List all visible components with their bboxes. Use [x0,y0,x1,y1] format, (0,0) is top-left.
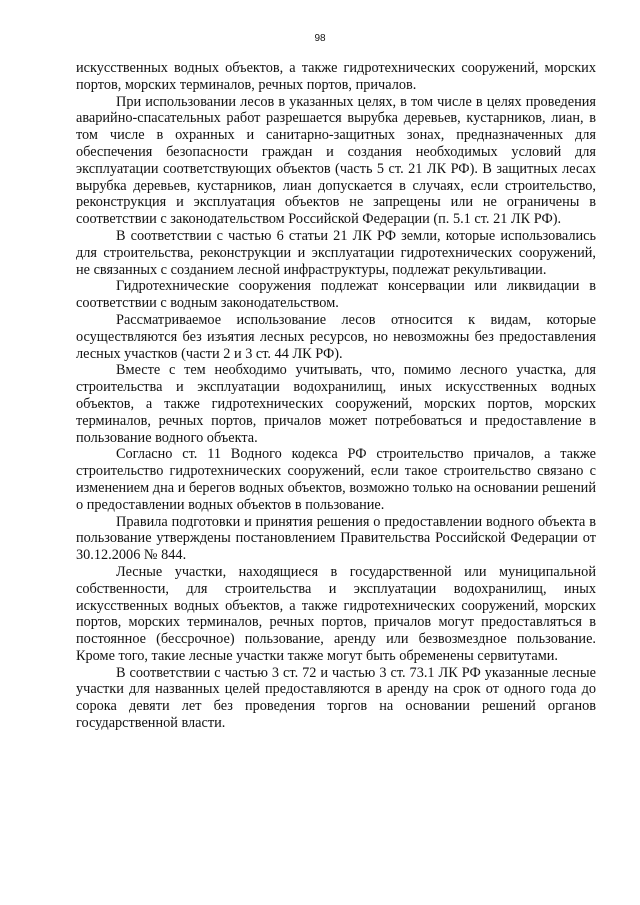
document-body [76,60,596,732]
page-number: 98 [314,33,326,44]
paragraph: В соответствии с частью 6 статьи 21 ЛК РФ земли, которые использовались для строительства, реконструкции и эксплуатации гидротехнических сооружений, не связанных с созданием лесной инфраструктуры, подлежат рекультивации. [76,227,596,278]
paragraph: Правила подготовки и принятия решения о предоставлении водного объекта в пользование утверждены постановлением Правительства Российской Федерации от 30.12.2006 № 844. [76,513,596,564]
paragraph: Гидротехнические сооружения подлежат консервации или ликвидации в соответствии с водным законодательством. [76,278,596,312]
paragraph: Согласно ст. 11 Водного кодекса РФ строительство причалов, а также строительство гидротехнических сооружений, если такое строительство связано с изменением дна и берегов водных объектов, возможно только на основании решений о предоставлении водных объектов в пользование. [76,446,596,513]
paragraph: В соответствии с частью 3 ст. 72 и частью 3 ст. 73.1 ЛК РФ указанные лесные участки для названных целей предоставляются в аренду на срок от одного года до сорока девяти лет без проведения торгов на основании решений органов государственной власти. [76,664,596,732]
paragraph: Рассматриваемое использование лесов относится к видам, которые осуществляются без изъятия лесных ресурсов, но невозможны без предоставления лесных участков (части 2 и 3 ст. 44 ЛК РФ). [76,311,596,362]
paragraph: При использовании лесов в указанных целях, в том числе в целях проведения аварийно-спасательных работ разрешается вырубка деревьев, кустарников, лиан, в том числе в охранных и санитарно-защитных зонах, предназначенных для обеспечения безопасности граждан и создания необходимых условий для эксплуатации соответствующих объектов (часть 5 ст. 21 ЛК РФ). В защитных лесах вырубка деревьев, кустарников, лиан допускается в случаях, если строительство, реконструкция и эксплуатация объектов не запрещены или не ограничены в соответствии с законодательством Российской Федерации (п. 5.1 ст. 21 ЛК РФ). [76,93,596,228]
paragraph-continued: искусственных водных объектов, а также гидротехнических сооружений, морских портов, морских терминалов, речных портов, причалов. [76,60,596,93]
paragraph: Лесные участки, находящиеся в государственной или муниципальной собственности, для строительства и эксплуатации водохранилищ, иных искусственных водных объектов, а также гидротехнических сооружений, морских портов, морских терминалов, речных портов, причалов могут предоставляться в постоянное (бессрочное) пользование, аренду или безвозмездное пользование. Кроме того, такие лесные участки также могут быть обременены сервитутами. [76,563,596,664]
paragraph: Вместе с тем необходимо учитывать, что, помимо лесного участка, для строительства и эксплуатации водохранилищ, иных искусственных водных объектов, а также гидротехнических сооружений, морских портов, морских терминалов, речных портов, причалов может потребоваться и предоставление в пользование водного объекта. [76,362,596,446]
